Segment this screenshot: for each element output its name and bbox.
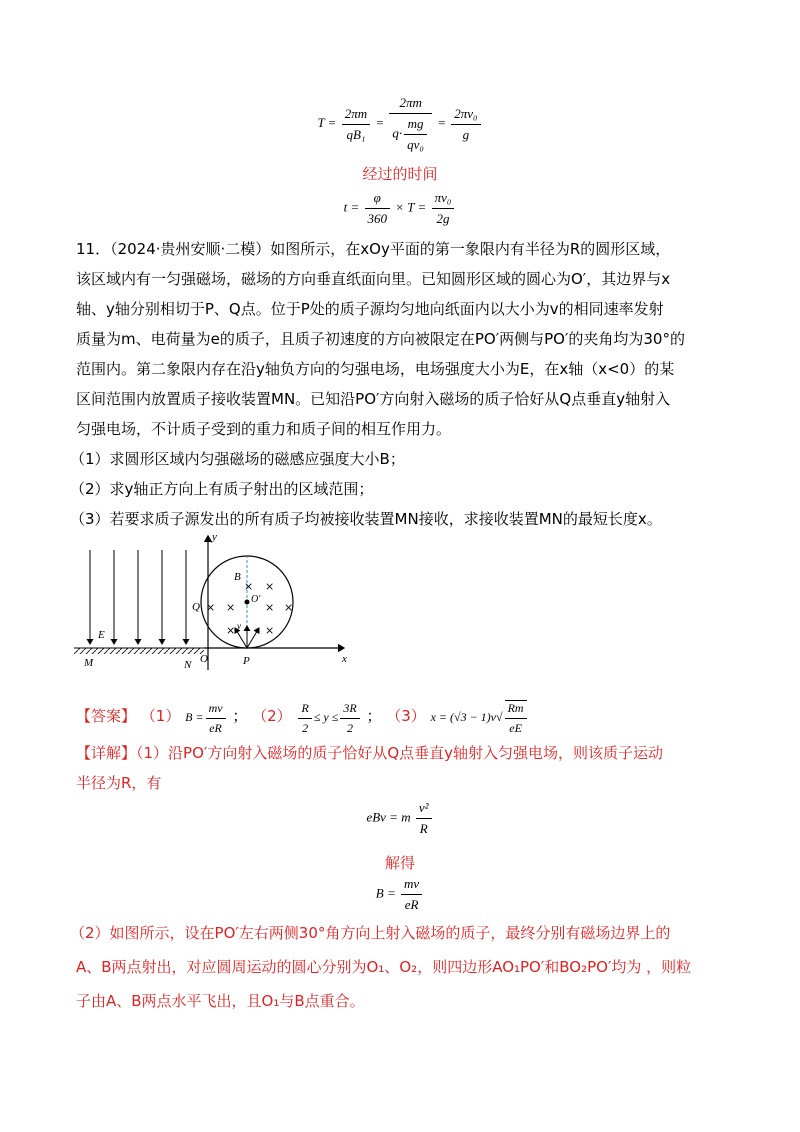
field-cross: × [226, 624, 236, 637]
answer-1: B = $\frac{mv}{eR}$ [185, 710, 227, 724]
nested-fraction [404, 116, 427, 153]
equation-period [0, 95, 800, 153]
numerator: 2πm [342, 106, 370, 125]
velocity-arrow [247, 628, 259, 648]
label-x: x [342, 653, 347, 665]
physics-figure [72, 530, 362, 675]
equation-lorentz [0, 800, 800, 837]
part-label: （1） [140, 706, 181, 725]
detail-p2-line-1: （2）如图所示，设在PO′左右两侧30°角方向上射入磁场的质子，最终分别有磁场边界上的 [70, 924, 671, 942]
numerator: mg [404, 116, 427, 135]
fraction [365, 190, 391, 227]
denominator: qB₁ [346, 126, 366, 142]
separator: ； [366, 706, 382, 725]
numerator: mv [401, 876, 422, 895]
detail-p2-line-2: A、B两点射出，对应圆周运动的圆心分别为O₁、O₂，则四边形AO₁PO′和BO₂PO′均为 ，则粒 [76, 958, 692, 976]
eq-lhs: T = [317, 114, 337, 130]
numerator: 3R [340, 701, 359, 719]
problem-line-3: 轴、y轴分别相切于P、Q点。位于P处的质子源均匀地向纸面内以大小为v的相同速率发射 [76, 300, 664, 318]
denominator: eE [509, 721, 522, 735]
equation-time [0, 190, 800, 227]
field-cross: × [284, 601, 294, 614]
problem-line-4: 质量为m、电荷量为e的质子，且质子初速度的方向被限定在PO′两侧与PO′的夹角均为30°的 [76, 330, 685, 348]
numerator: 2πm [389, 95, 432, 114]
label-O-prime: O′ [251, 594, 261, 605]
field-cross: × [265, 624, 275, 637]
label-P: P [243, 655, 250, 667]
denominator: 360 [367, 211, 388, 226]
denominator: eR [404, 897, 419, 912]
label-Q: Q [192, 601, 200, 613]
label-M: M [84, 657, 94, 669]
eq-lhs: t = [343, 199, 360, 215]
field-cross: × [244, 580, 254, 593]
field-cross: × [226, 601, 236, 614]
eq-lhs: eBv = m [366, 809, 411, 825]
part-label: （3） [386, 706, 426, 725]
velocity-arrow [235, 628, 247, 648]
label-y: y [212, 531, 217, 543]
ground-hatch [74, 648, 204, 654]
part-label: （2） [252, 706, 292, 725]
equals: = [437, 114, 446, 130]
problem-line-2: 该区域内有一匀强磁场，磁场的方向垂直纸面向里。已知圆形区域的圆心为O′，其边界与x [76, 270, 671, 288]
field-cross: × [265, 601, 275, 614]
answer-3: x = (√3 − 1)v√ $\frac{Rm}{eE}$ [431, 710, 529, 724]
fraction [401, 876, 422, 913]
problem-line-7: 匀强电场，不计质子受到的重力和质子间的相互作用力。 [76, 420, 452, 438]
q-factor: q· [392, 125, 403, 141]
answer-tag: 【答案】 [76, 706, 137, 725]
denominator: R [419, 821, 428, 836]
answer-row [76, 700, 736, 736]
denominator: qv₀ [407, 137, 424, 152]
fraction [432, 190, 455, 227]
numerator: R [298, 701, 311, 719]
problem-line-1: 11．（2024·贵州安顺·二模）如图所示，在xOy平面的第一象限内有半径为R的圆形区域， [76, 240, 671, 258]
detail-line-2: 半径为R，有 [76, 774, 162, 792]
denominator: 2g [436, 211, 450, 226]
answer-3-lhs: x = (√3 − 1)v [430, 709, 496, 724]
detail-line-1 [76, 742, 736, 763]
problem-line-5: 范围内。第二象限内存在沿y轴负方向的匀强电场，电场强度大小为E，在x轴（x<0）的某 [76, 360, 675, 378]
separator: ； [232, 706, 248, 725]
inequality: ≤ y ≤ [313, 709, 339, 724]
label-E: E [98, 629, 105, 641]
elapsed-time-label: 经过的时间 [362, 165, 438, 183]
label-B: B [234, 571, 241, 583]
numerator: 2πv₀ [451, 106, 480, 125]
numerator: v² [416, 800, 432, 819]
denominator [389, 114, 432, 153]
denominator: g [462, 126, 470, 142]
eq-lhs: B = [375, 885, 396, 901]
denominator: 2 [346, 720, 353, 735]
question-3: （3）若要求质子源发出的所有质子均被接收装置MN接收，求接收装置MN的最短长度x。 [70, 510, 662, 528]
detail-p2-line-3: 子由A、B两点水平飞出，且O₁与B点重合。 [76, 992, 365, 1010]
label-N: N [184, 659, 192, 671]
center-dot [245, 600, 250, 605]
solve-label: 解得 [384, 854, 415, 872]
question-2: （2）求y轴正方向上有质子射出的区域范围； [70, 480, 374, 498]
denominator: 2 [302, 720, 309, 735]
numerator: mv [206, 701, 226, 719]
numerator: Rm [505, 701, 527, 719]
answer-2 [296, 700, 361, 735]
fraction [416, 800, 432, 837]
problem-line-6: 区间范围内放置质子接收装置MN。已知沿PO′方向射入磁场的质子恰好从Q点垂直y轴射入 [76, 390, 671, 408]
question-1: （1）求圆形区域内匀强磁场的磁感应强度大小B； [70, 450, 405, 468]
label-v: v [237, 621, 241, 631]
field-cross: × [206, 601, 216, 614]
numerator: φ [365, 190, 391, 209]
detail-tag: 【详解】 [76, 744, 137, 762]
times-T: × T = [395, 199, 427, 215]
denominator: eR [209, 720, 222, 735]
numerator: πv₀ [432, 190, 455, 209]
equation-B [0, 876, 800, 913]
fraction [451, 106, 480, 143]
detail-text: （1）沿PO′方向射入磁场的质子恰好从Q点垂直y轴射入匀强电场，则该质子运动 [136, 744, 664, 762]
field-cross: × [265, 580, 275, 593]
fraction [389, 95, 432, 153]
fraction [342, 106, 370, 143]
label-O: O [200, 653, 208, 665]
equals: = [375, 114, 385, 130]
